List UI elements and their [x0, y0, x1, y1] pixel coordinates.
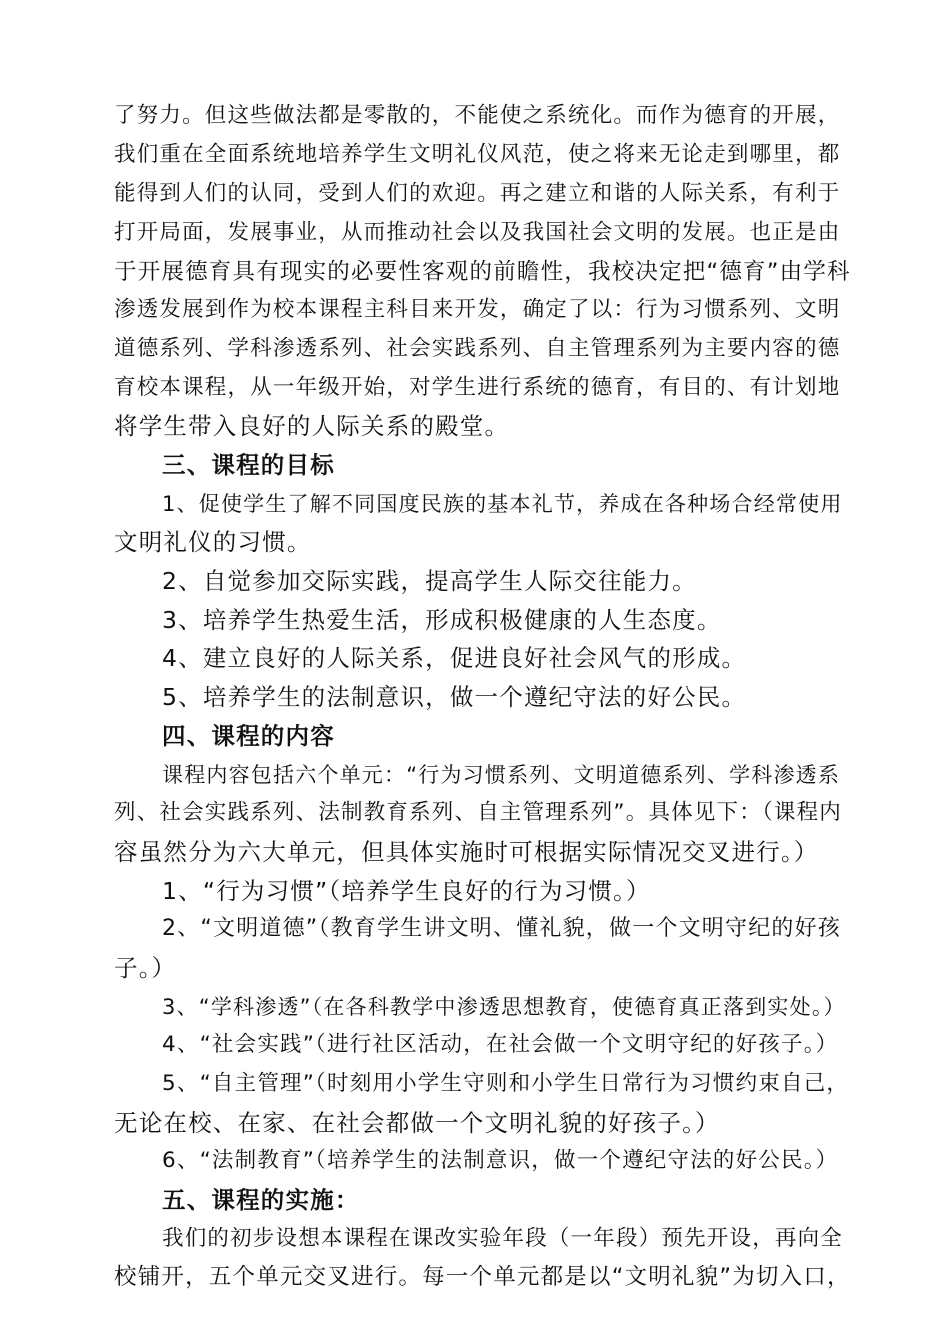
body-text-line: 我们重在全面系统地培养学生文明礼仪风范，使之将来无论走到哪里，都 — [114, 142, 841, 167]
body-text-line: 于开展德育具有现实的必要性客观的前瞻性，我校决定把“德育”由学科 — [114, 259, 851, 285]
goal-item: 4、建立良好的人际关系，促进良好社会风气的形成。 — [162, 644, 747, 672]
body-text-line: 文明礼仪的习惯。 — [114, 528, 312, 556]
goal-item: 1、促使学生了解不同国度民族的基本礼节，养成在各种场合经常使用 — [162, 492, 843, 516]
body-text-line: 课程内容包括六个单元：“行为习惯系列、文明道德系列、学科渗透系 — [162, 763, 841, 787]
body-text-line: 渗透发展到作为校本课程主科目来开发，确定了以：行为习惯系列、文明 — [114, 297, 841, 322]
content-item: 6、“法制教育”（培养学生的法制意识，做一个遵纪守法的好公民。） — [162, 1148, 839, 1173]
body-text-line: 容虽然分为六大单元，但具体实施时可根据实际情况交叉进行。） — [114, 838, 819, 866]
goal-item: 3、培养学生热爱生活，形成积极健康的人生态度。 — [162, 606, 722, 634]
body-text-line: 育校本课程，从一年级开始，对学生进行系统的德育，有目的、有计划地 — [114, 375, 841, 400]
body-text-line: 列、社会实践系列、法制教育系列、自主管理系列”。具体见下：（课程内 — [114, 800, 842, 825]
body-text-line: 将学生带入良好的人际关系的殿堂。 — [114, 412, 510, 440]
section-heading-goals: 三、课程的目标 — [162, 451, 335, 479]
section-heading-content: 四、课程的内容 — [162, 722, 335, 750]
goal-item: 2、自觉参加交际实践，提高学生人际交往能力。 — [162, 567, 697, 595]
body-text-line: 了努力。但这些做法都是零散的，不能使之系统化。而作为德育的开展， — [114, 103, 841, 128]
body-text-line: 道德系列、学科渗透系列、社会实践系列、自主管理系列为主要内容的德 — [114, 336, 841, 361]
goal-item: 5、培养学生的法制意识，做一个遵纪守法的好公民。 — [162, 683, 747, 711]
content-item: 1、“行为习惯”（培养学生良好的行为习惯。） — [162, 877, 651, 905]
body-text-line: 我们的初步设想本课程在课改实验年段（一年段）预先开设，再向全 — [162, 1226, 844, 1251]
body-text-line: 子。） — [114, 954, 177, 982]
section-heading-implementation: 五、课程的实施： — [162, 1186, 360, 1214]
body-text-line: 能得到人们的认同，受到人们的欢迎。再之建立和谐的人际关系，有利于 — [114, 181, 841, 206]
content-item: 5、“自主管理”（时刻用小学生守则和小学生日常行为习惯约束自己， — [162, 1071, 850, 1096]
content-item: 2、“文明道德”（教育学生讲文明、懂礼貌，做一个文明守纪的好孩 — [162, 916, 841, 941]
content-item: 4、“社会实践”（进行社区活动，在社会做一个文明守纪的好孩子。） — [162, 1032, 839, 1057]
body-text-line: 打开局面，发展事业，从而推动社会以及我国社会文明的发展。也正是由 — [114, 220, 841, 245]
body-text-line: 无论在校、在家、在社会都做一个文明礼貌的好孩子。） — [114, 1109, 720, 1137]
body-text-line: 校铺开，五个单元交叉进行。每一个单元都是以“文明礼貌”为切入口， — [114, 1264, 851, 1290]
content-item: 3、“学科渗透”（在各科教学中渗透思想教育，使德育真正落到实处。） — [162, 995, 846, 1019]
